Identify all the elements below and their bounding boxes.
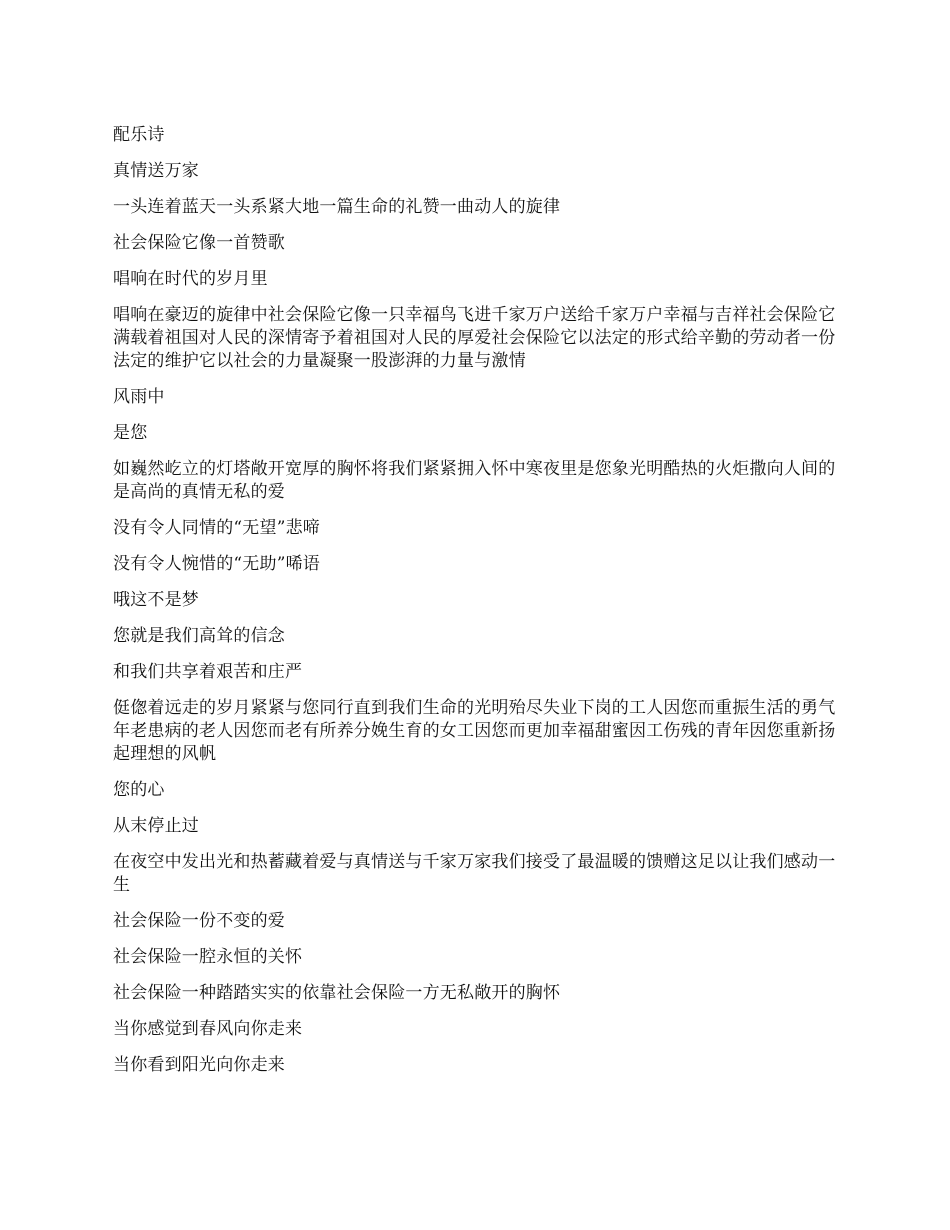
poem-line: 如巍然屹立的灯塔敞开宽厚的胸怀将我们紧紧拥入怀中寒夜里是您象光明酷热的火炬撒向人间的是高尚的真情无私的爱	[113, 459, 836, 502]
poem-line: 社会保险一种踏踏实实的依靠社会保险一方无私敞开的胸怀	[113, 983, 561, 1003]
poem-line: 风雨中	[113, 387, 165, 407]
poem-line: 哦这不是梦	[113, 590, 199, 610]
poem-title: 真情送万家	[113, 161, 199, 181]
poem-line: 当你感觉到春风向你走来	[113, 1019, 303, 1039]
poem-line: 您的心	[113, 780, 165, 800]
poem-line: 没有令人同情的“无望”悲啼	[113, 518, 320, 538]
poem-line: 没有令人惋惜的“无助”唏语	[113, 554, 320, 574]
poem-line: 社会保险一份不变的爱	[113, 911, 285, 931]
poem-line: 在夜空中发出光和热蓄藏着爱与真情送与千家万家我们接受了最温暖的馈赠这足以让我们感动一生	[113, 852, 836, 895]
poem-line: 唱响在时代的岁月里	[113, 269, 268, 289]
poem-line: 唱响在豪迈的旋律中社会保险它像一只幸福鸟飞进千家万户送给千家万户幸福与吉祥社会保险它满载着祖国对人民的深情寄予着祖国对人民的厚爱社会保险它以法定的形式给辛勤的劳动者一份法定的维护它以社会的力量凝聚一股澎湃的力量与激情	[113, 305, 836, 371]
poem-line: 一头连着蓝天一头系紧大地一篇生命的礼赞一曲动人的旋律	[113, 197, 561, 217]
poem-line: 和我们共享着艰苦和庄严	[113, 662, 303, 682]
poem-line: 您就是我们高耸的信念	[113, 626, 285, 646]
poem-line: 社会保险一腔永恒的关怀	[113, 947, 303, 967]
poem-line: 是您	[113, 423, 148, 443]
poem-line: 社会保险它像一首赞歌	[113, 233, 285, 253]
poem-line: 当你看到阳光向你走来	[113, 1055, 285, 1075]
poem-line: 从末停止过	[113, 816, 199, 836]
poem-heading: 配乐诗	[113, 125, 165, 145]
document-body	[113, 124, 841, 1090]
poem-line: 侹偬着远走的岁月紧紧与您同行直到我们生命的光明殆尽失业下岗的工人因您而重振生活的勇气年老患病的老人因您而老有所养分娩生育的女工因您而更加幸福甜蜜因工伤残的青年因您重新扬起理想的风帆	[113, 698, 836, 764]
